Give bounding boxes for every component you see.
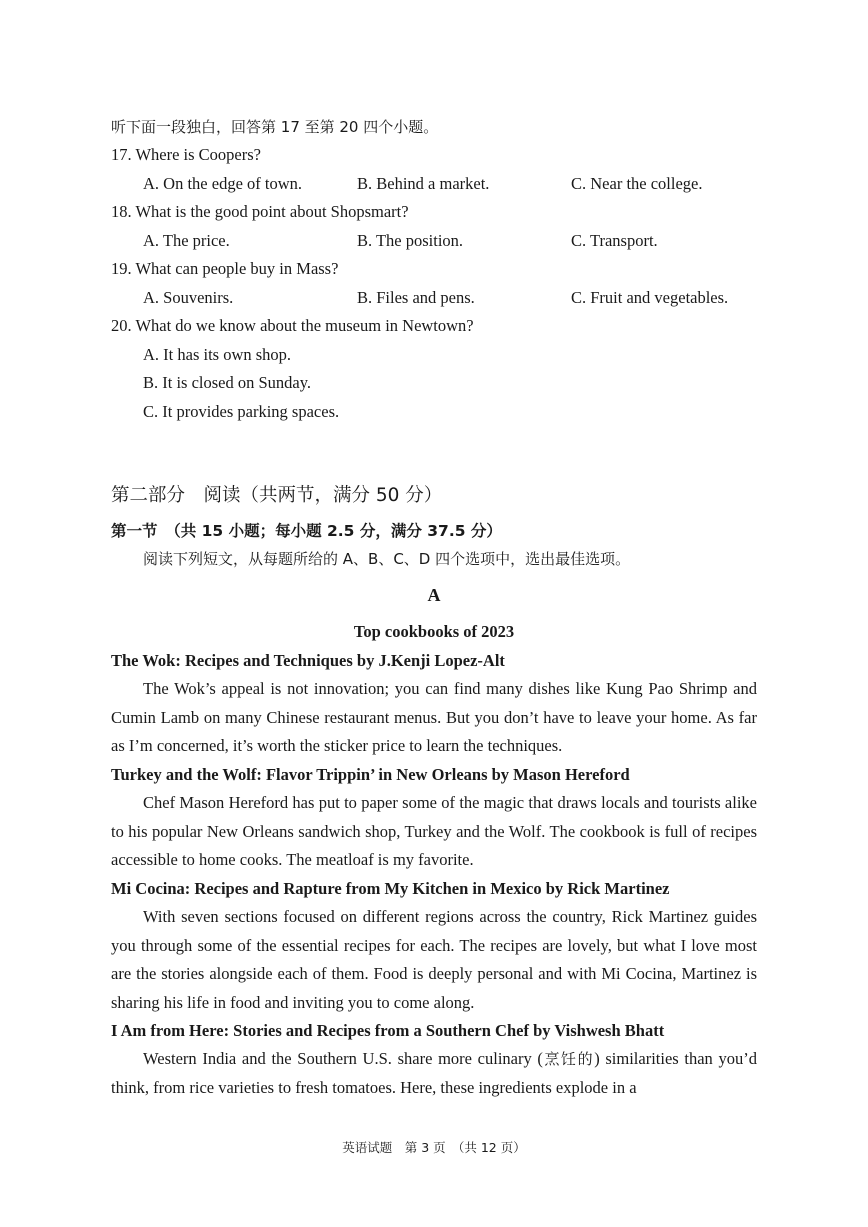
q20-option-c: C. It provides parking spaces.: [143, 402, 340, 421]
section1-title: 第一节 （共 15 小题；每小题 2.5 分，满分 37.5 分）: [111, 522, 502, 540]
question-20: 20. What do we know about the museum in Newtown?: [111, 316, 474, 335]
book-2-text: Chef Mason Hereford has put to paper some of the magic that draws locals and tourists alike to his popular New Orleans sandwich shop, Turkey and the Wolf. The cookbook is full of recipes accessible to home cooks. The meatloaf is my favorite.: [111, 793, 757, 869]
page-footer: 英语试题 第 3 页 （共 12 页）: [342, 1140, 526, 1155]
q19-option-b: B. Files and pens.: [357, 288, 475, 307]
question-19: 19. What can people buy in Mass?: [111, 259, 339, 278]
book-3-text: With seven sections focused on different regions across the country, Rick Martinez guides you through some of the essential recipes for each. The recipes are lovely, but what I love most are the stories alongside each of them. Food is deeply personal and with Mi Cocina, Martinez is sharing his life in food and inviting you to come along.: [111, 907, 757, 1012]
book-1-heading: The Wok: Recipes and Techniques by J.Kenji Lopez-Alt: [111, 651, 505, 670]
passage-letter: A: [427, 585, 441, 605]
part2-title: 第二部分 阅读（共两节，满分 50 分）: [111, 485, 443, 506]
listening-intro: 听下面一段独白，回答第 17 至第 20 四个小题。: [111, 118, 439, 136]
question-17: 17. Where is Coopers?: [111, 145, 261, 164]
q20-option-b: B. It is closed on Sunday.: [143, 373, 312, 392]
book-4-text: [111, 1045, 757, 1102]
book-4-text-end: ) similarities than you’d think, from rice varieties to fresh tomatoes. Here, these ingredients explode in a: [111, 1049, 757, 1097]
q18-option-b: B. The position.: [357, 231, 464, 250]
book-1-text: The Wok’s appeal is not innovation; you can find many dishes like Kung Pao Shrimp and Cumin Lamb on many Chinese restaurant menus. But you don’t have to leave your home. As far as I’m concerned, it’s worth the sticker price to learn the techniques.: [111, 679, 757, 755]
book-4-heading: I Am from Here: Stories and Recipes from a Southern Chef by Vishwesh Bhatt: [111, 1021, 665, 1040]
reading-instruction: 阅读下列短文，从每题所给的 A、B、C、D 四个选项中，选出最佳选项。: [143, 550, 631, 568]
book-4-gloss: 烹饪的: [542, 1050, 595, 1068]
book-2-heading: Turkey and the Wolf: Flavor Trippin’ in New Orleans by Mason Hereford: [111, 765, 630, 784]
q18-option-c: C. Transport.: [571, 231, 658, 250]
q19-option-c: C. Fruit and vegetables.: [571, 288, 729, 307]
book-4-text-start: Western India and the Southern U.S. share more culinary (: [143, 1049, 543, 1068]
q19-option-a: A. Souvenirs.: [143, 288, 234, 307]
book-3-heading: Mi Cocina: Recipes and Rapture from My Kitchen in Mexico by Rick Martinez: [111, 879, 670, 898]
q17-option-c: C. Near the college.: [571, 174, 703, 193]
q17-option-a: A. On the edge of town.: [143, 174, 303, 193]
q20-option-a: A. It has its own shop.: [143, 345, 292, 364]
passage-title: Top cookbooks of 2023: [353, 622, 515, 641]
q17-option-b: B. Behind a market.: [357, 174, 490, 193]
question-18: 18. What is the good point about Shopsmart?: [111, 202, 409, 221]
q18-option-a: A. The price.: [143, 231, 230, 250]
